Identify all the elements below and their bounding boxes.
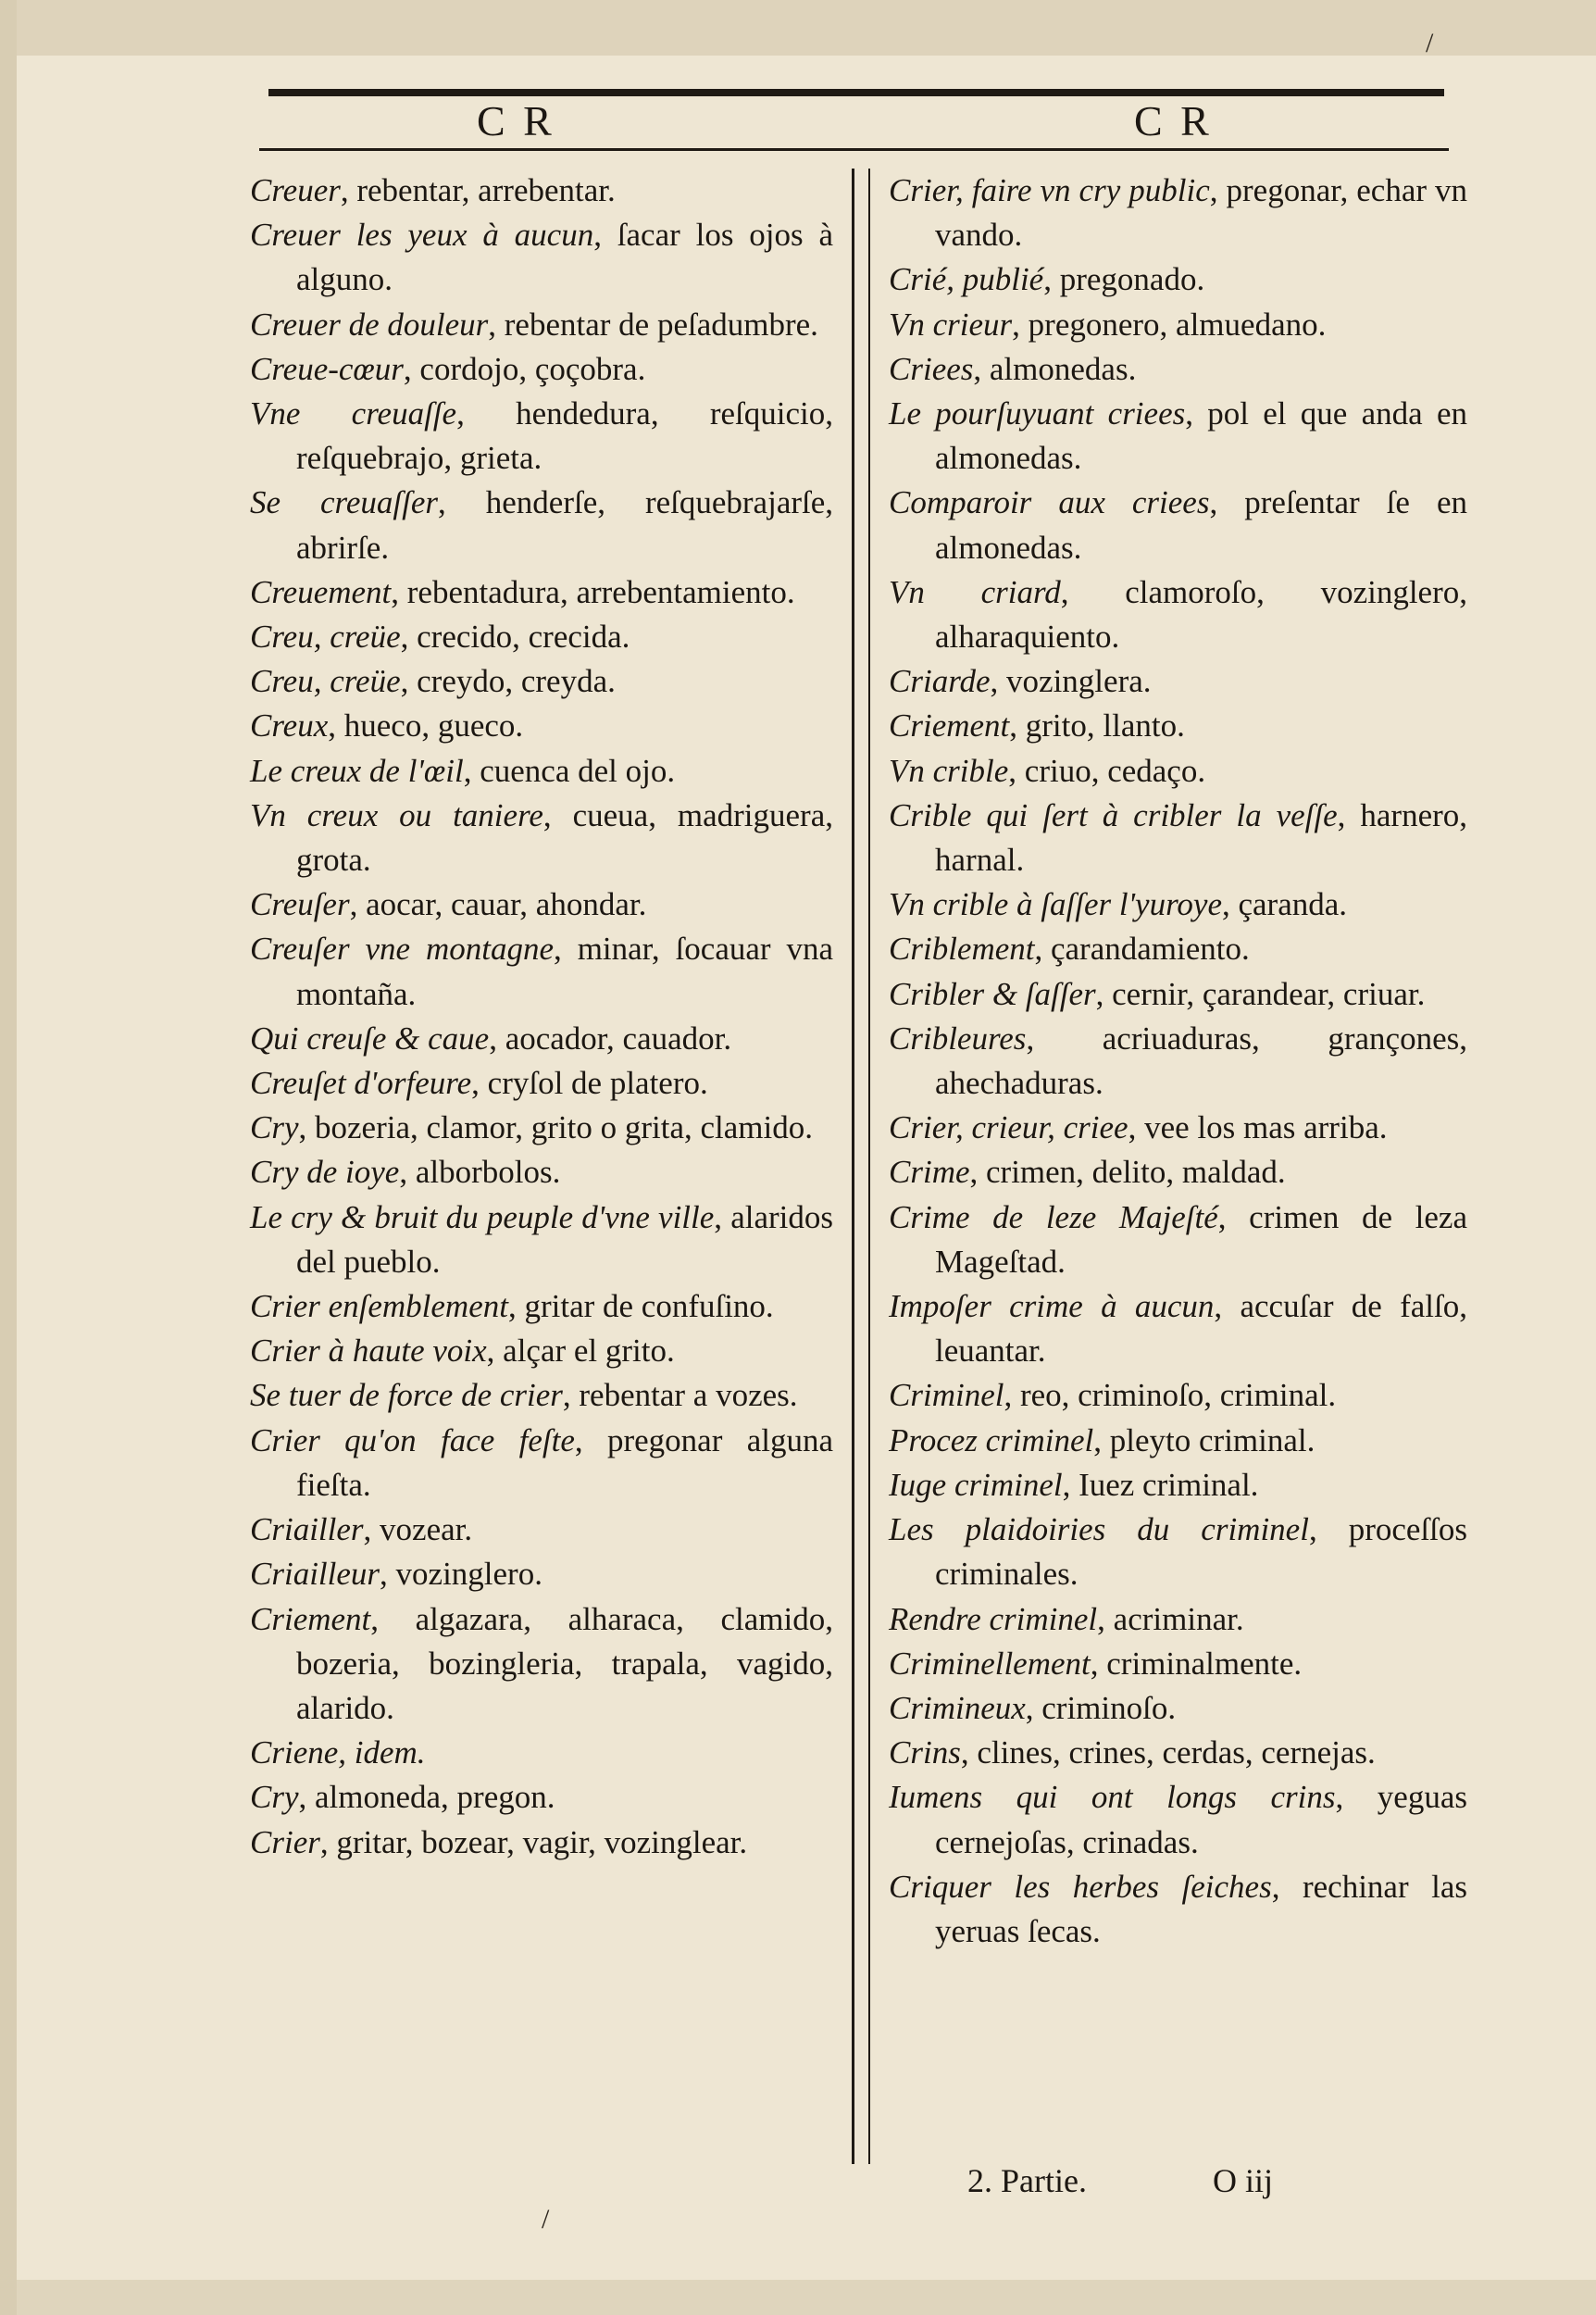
entry-headword: Creuſet d'orfeure: [250, 1065, 472, 1102]
page-left-edge: [0, 0, 17, 2315]
dictionary-entry: Impoſer crime à aucun, accuſar de falſo, leuantar.: [889, 1288, 1467, 1370]
dictionary-entry: Criailler, vozear.: [250, 1511, 473, 1548]
entry-headword: Criblement: [889, 931, 1035, 968]
entry-translation: ſacar los ojos à alguno.: [296, 217, 834, 298]
entry-headword: Iumens qui ont longs crins: [889, 1779, 1336, 1816]
entry-headword: Crime de leze Majeſté: [889, 1198, 1218, 1235]
entry-headword: Creuſer vne montagne: [250, 931, 555, 968]
dictionary-entry: Crier, gritar, bozear, vagir, vozinglear.: [250, 1823, 748, 1860]
entry-translation: cryſol de platero.: [487, 1065, 708, 1102]
dictionary-entry: Iumens qui ont longs crins, yeguas cernejoſas, crinadas.: [889, 1779, 1467, 1860]
entry-translation: crimen de leza Mageſtad.: [935, 1198, 1467, 1280]
dictionary-entry: Vn crieur, pregonero, almuedano.: [889, 306, 1327, 343]
entry-headword: Vn criard: [889, 573, 1061, 610]
entry-headword: Criees: [889, 350, 974, 387]
entry-headword: Crible qui ſert à cribler la veſſe: [889, 796, 1338, 833]
entry-translation: proceſſos criminales.: [935, 1511, 1468, 1593]
page-bottom-edge: [0, 2280, 1596, 2315]
dictionary-entry: Se tuer de force de crier, rebentar a vozes.: [250, 1377, 798, 1414]
entry-translation: Iuez criminal.: [1079, 1466, 1259, 1503]
entry-headword: Se creuaſſer: [250, 484, 439, 521]
dictionary-entry: Crier, crieur, criee, vee los mas arriba.: [889, 1109, 1388, 1146]
dictionary-entry: Qui creuſe & caue, aocador, cauador.: [250, 1020, 732, 1057]
dictionary-entry: Criblement, çarandamiento.: [889, 931, 1250, 968]
entry-headword: Impoſer crime à aucun: [889, 1288, 1215, 1325]
top-rule: [268, 89, 1444, 96]
dictionary-entry: Crimineux, criminoſo.: [889, 1689, 1177, 1726]
header-rule: [259, 148, 1449, 151]
entry-translation: rebentar de peſadumbre.: [504, 306, 818, 343]
dictionary-entry: Creu, creüe, creydo, creyda.: [250, 663, 616, 700]
entry-translation: criminoſo.: [1041, 1689, 1177, 1726]
page-top-edge: [0, 0, 1596, 56]
entry-headword: Crier, faire vn cry public: [889, 172, 1210, 208]
dictionary-entry: Criarde, vozinglera.: [889, 663, 1152, 700]
entry-translation: gritar, bozear, vagir, vozinglear.: [336, 1823, 748, 1860]
dictionary-entry: Cribler & ſaſſer, cernir, çarandear, criuar.: [889, 975, 1426, 1012]
entry-translation: clamoroſo, vozinglero, alharaquiento.: [935, 573, 1467, 656]
entry-translation: algazara, alharaca, clamido, bozeria, bozingleria, trapala, vagido, alarido.: [296, 1600, 833, 1726]
entry-translation: criminalmente.: [1106, 1645, 1303, 1682]
entry-headword: Rendre criminel: [889, 1600, 1098, 1637]
dictionary-entry: Creuſer vne montagne, minar, ſocauar vna montaña.: [250, 931, 834, 1012]
entry-headword: Creuer les yeux à aucun: [250, 217, 594, 254]
dictionary-entry: Criees, almonedas.: [889, 350, 1137, 387]
dictionary-entry: Le cry & bruit du peuple d'vne ville, alaridos del pueblo.: [250, 1198, 833, 1280]
column-divider: [852, 169, 854, 2164]
entry-translation: gritar de confuſino.: [524, 1288, 774, 1325]
entry-translation: yeguas cernejoſas, crinadas.: [935, 1779, 1467, 1860]
dictionary-entry: Criement, algazara, alharaca, clamido, bozeria, bozingleria, trapala, vagido, alarido.: [250, 1600, 833, 1726]
dictionary-entry: Criquer les herbes ſeiches, rechinar las yeruas ſecas.: [889, 1868, 1467, 1949]
dictionary-entry: Vn criard, clamoroſo, vozinglero, alharaquiento.: [889, 573, 1467, 656]
entry-translation: grito, llanto.: [1025, 707, 1185, 745]
entry-headword: Vn crible: [889, 752, 1009, 789]
entry-translation: cordojo, çoçobra.: [419, 350, 646, 387]
dictionary-entry: Creuſet d'orfeure, cryſol de platero.: [250, 1065, 708, 1102]
entry-headword: Vn creux ou taniere: [250, 796, 543, 833]
entry-translation: almoneda, pregon.: [315, 1779, 555, 1816]
entry-headword: Le cry & bruit du peuple d'vne ville: [250, 1198, 715, 1235]
entry-headword: Procez criminel: [889, 1421, 1094, 1458]
dictionary-entry: Crier enſemblement, gritar de confuſino.: [250, 1288, 774, 1325]
entry-translation: vozear.: [380, 1511, 473, 1548]
entry-headword: Criement: [250, 1600, 371, 1637]
dictionary-entry: Crible qui ſert à cribler la veſſe, harnero, harnal.: [889, 796, 1468, 879]
entry-translation: cuenca del ojo.: [480, 752, 676, 789]
entry-headword: Creuer de douleur: [250, 306, 489, 343]
entry-headword: Cry: [250, 1109, 299, 1146]
right-column: [889, 169, 1467, 1954]
dictionary-entry: Crier, faire vn cry public, pregonar, echar vn vando.: [889, 172, 1468, 254]
entry-translation: alaridos del pueblo.: [296, 1198, 833, 1280]
entry-translation: vozinglero.: [395, 1556, 542, 1593]
entry-headword: Qui creuſe & caue: [250, 1020, 490, 1057]
entry-translation: crimen, delito, maldad.: [986, 1154, 1286, 1191]
entry-translation: henderſe, reſquebrajarſe, abrirſe.: [296, 484, 834, 566]
column-divider-inner: [868, 169, 870, 2164]
entry-headword: Vn crieur: [889, 306, 1013, 343]
entry-headword: Cribler & ſaſſer: [889, 975, 1096, 1012]
entry-translation: çarandamiento.: [1050, 931, 1250, 968]
dictionary-entry: Comparoir aux criees, preſentar ſe en almonedas.: [889, 484, 1467, 566]
entry-headword: Criarde: [889, 663, 991, 700]
entry-translation: preſentar ſe en almonedas.: [935, 484, 1467, 566]
dictionary-entry: Criailleur, vozinglero.: [250, 1556, 542, 1593]
entry-translation: alçar el grito.: [503, 1333, 675, 1370]
entry-translation: rebentadura, arrebentamiento.: [406, 573, 795, 610]
dictionary-entry: Creuſer, aocar, cauar, ahondar.: [250, 886, 647, 923]
dictionary-entry: Crier qu'on face feſte, pregonar alguna fieſta.: [250, 1421, 833, 1503]
entry-headword: Criminel: [889, 1377, 1004, 1414]
dictionary-entry: Procez criminel, pleyto criminal.: [889, 1421, 1315, 1458]
dictionary-entry: Creuer, rebentar, arrebentar.: [250, 172, 616, 208]
margin-mark: /: [542, 2204, 550, 2234]
entry-headword: Le creux de l'œil: [250, 752, 464, 789]
entry-headword: Iuge criminel: [889, 1466, 1063, 1503]
dictionary-entry: Rendre criminel, acriminar.: [889, 1600, 1244, 1637]
entry-headword: Creuſer: [250, 886, 350, 923]
dictionary-entry: Vn crible à ſaſſer l'yuroye, çaranda.: [889, 886, 1348, 923]
entry-translation: accuſar de falſo, leuantar.: [935, 1288, 1467, 1370]
dictionary-entry: Crins, clines, crines, cerdas, cernejas.: [889, 1734, 1376, 1771]
dictionary-entry: Crier à haute voix, alçar el grito.: [250, 1333, 675, 1370]
dictionary-entry: Criminellement, criminalmente.: [889, 1645, 1303, 1682]
entry-translation: rechinar las yeruas ſecas.: [935, 1868, 1467, 1949]
dictionary-entry: Crime, crimen, delito, maldad.: [889, 1154, 1286, 1191]
entry-translation: pregonero, almuedano.: [1028, 306, 1327, 343]
entry-translation: creydo, creyda.: [417, 663, 616, 700]
entry-headword: Creux: [250, 707, 329, 745]
dictionary-entry: [250, 1731, 833, 1775]
entry-headword: Criene, idem.: [250, 1734, 426, 1771]
entry-translation: acriuaduras, grançones, ahechaduras.: [935, 1020, 1467, 1102]
entry-headword: Cribleures: [889, 1020, 1027, 1057]
entry-translation: vee los mas arriba.: [1144, 1109, 1388, 1146]
entry-headword: Criailleur: [250, 1556, 380, 1593]
entry-translation: criuo, cedaço.: [1024, 752, 1206, 789]
signature-mark: O iij: [1213, 2162, 1274, 2199]
entry-translation: minar, ſocauar vna montaña.: [296, 931, 834, 1012]
entry-headword: Cry: [250, 1779, 299, 1816]
entry-translation: bozeria, clamor, grito o grita, clamido.: [315, 1109, 813, 1146]
entry-translation: almonedas.: [989, 350, 1137, 387]
entry-headword: Cry de ioye: [250, 1154, 400, 1191]
dictionary-entry: Iuge criminel, Iuez criminal.: [889, 1466, 1259, 1503]
dictionary-entry: Crié, publié, pregonado.: [889, 261, 1205, 298]
entry-translation: cueua, madriguera, grota.: [296, 796, 834, 879]
entry-headword: Se tuer de force de crier: [250, 1377, 563, 1414]
dictionary-entry: Le creux de l'œil, cuenca del ojo.: [250, 752, 676, 789]
entry-headword: Crimineux: [889, 1689, 1026, 1726]
entry-headword: Criement: [889, 707, 1010, 745]
entry-headword: Les plaidoiries du criminel: [889, 1511, 1309, 1548]
entry-headword: Creuer: [250, 172, 341, 208]
dictionary-entry: Creux, hueco, gueco.: [250, 707, 524, 745]
entry-translation: pol el que anda en almonedas.: [935, 395, 1467, 477]
dictionary-entry: Creu, creüe, crecido, crecida.: [250, 619, 630, 656]
dictionary-entry: Creuer de douleur, rebentar de peſadumbre.: [250, 306, 818, 343]
entry-headword: Creu, creüe: [250, 663, 401, 700]
dictionary-entry: Criminel, reo, criminoſo, criminal.: [889, 1377, 1337, 1414]
signature-part: 2. Partie.: [967, 2162, 1087, 2199]
entry-translation: hendedura, reſquicio, reſquebrajo, grieta.: [296, 395, 833, 477]
entry-translation: cernir, çarandear, criuar.: [1112, 975, 1426, 1012]
dictionary-entry: Cry de ioye, alborbolos.: [250, 1154, 561, 1191]
entry-headword: Vn crible à ſaſſer l'yuroye: [889, 886, 1222, 923]
entry-headword: Crier: [250, 1823, 320, 1860]
entry-translation: clines, crines, cerdas, cernejas.: [977, 1734, 1376, 1771]
entry-headword: Crier qu'on face feſte: [250, 1421, 575, 1458]
entry-translation: pregonar alguna fieſta.: [296, 1421, 833, 1503]
entry-translation: harnero, harnal.: [935, 796, 1468, 879]
entry-translation: aocar, cauar, ahondar.: [366, 886, 647, 923]
dictionary-entry: Creuement, rebentadura, arrebentamiento.: [250, 573, 795, 610]
left-column: [250, 169, 833, 1865]
entry-headword: Crins: [889, 1734, 961, 1771]
entry-headword: Crier enſemblement: [250, 1288, 508, 1325]
dictionary-entry: Les plaidoiries du criminel, proceſſos criminales.: [889, 1511, 1468, 1593]
entry-headword: Crime: [889, 1154, 970, 1191]
entry-headword: Crier à haute voix: [250, 1333, 487, 1370]
dictionary-entry: Cribleures, acriuaduras, grançones, ahechaduras.: [889, 1020, 1467, 1102]
dictionary-entry: Creue-cœur, cordojo, çoçobra.: [250, 350, 646, 387]
entry-headword: Criquer les herbes ſeiches: [889, 1868, 1272, 1905]
entry-translation: hueco, gueco.: [343, 707, 524, 745]
dictionary-entry: Cry, bozeria, clamor, grito o grita, clamido.: [250, 1109, 813, 1146]
entry-translation: alborbolos.: [415, 1154, 561, 1191]
entry-headword: Criminellement: [889, 1645, 1091, 1682]
entry-translation: aocador, cauador.: [505, 1020, 732, 1057]
entry-translation: acriminar.: [1113, 1600, 1244, 1637]
entry-headword: Le pourſuyuant criees: [889, 395, 1186, 432]
entry-translation: pregonar, echar vn vando.: [935, 172, 1468, 254]
dictionary-entry: Le pourſuyuant criees, pol el que anda en almonedas.: [889, 395, 1467, 477]
entry-headword: Criailler: [250, 1511, 364, 1548]
dictionary-entry: Creuer les yeux à aucun, ſacar los ojos à alguno.: [250, 217, 834, 298]
running-head-right: C R: [1134, 97, 1213, 144]
dictionary-entry: Vn crible, criuo, cedaço.: [889, 752, 1206, 789]
entry-translation: çaranda.: [1238, 886, 1348, 923]
entry-headword: Creue-cœur: [250, 350, 404, 387]
entry-headword: Crié, publié: [889, 261, 1044, 298]
entry-translation: rebentar, arrebentar.: [356, 172, 616, 208]
entry-headword: Comparoir aux criees: [889, 484, 1210, 521]
entry-translation: reo, criminoſo, criminal.: [1019, 1377, 1337, 1414]
entry-translation: vozinglera.: [1006, 663, 1152, 700]
dictionary-entry: Vne creuaſſe, hendedura, reſquicio, reſquebrajo, grieta.: [250, 395, 833, 477]
dictionary-entry: Se creuaſſer, henderſe, reſquebrajarſe, abrirſe.: [250, 484, 834, 566]
margin-mark: /: [1426, 28, 1434, 58]
entry-headword: Creuement: [250, 573, 392, 610]
entry-headword: Crier, crieur, criee: [889, 1109, 1128, 1146]
entry-headword: Vne creuaſſe: [250, 395, 457, 432]
entry-translation: crecido, crecida.: [417, 619, 630, 656]
running-head-left: C R: [477, 97, 555, 144]
dictionary-entry: Vn creux ou taniere, cueua, madriguera, grota.: [250, 796, 834, 879]
entry-translation: rebentar a vozes.: [579, 1377, 798, 1414]
dictionary-entry: Cry, almoneda, pregon.: [250, 1779, 555, 1816]
entry-translation: pregonado.: [1059, 261, 1205, 298]
dictionary-entry: Crime de leze Majeſté, crimen de leza Mageſtad.: [889, 1198, 1467, 1280]
entry-translation: pleyto criminal.: [1109, 1421, 1315, 1458]
dictionary-entry: Criement, grito, llanto.: [889, 707, 1185, 745]
entry-headword: Creu, creüe: [250, 619, 401, 656]
